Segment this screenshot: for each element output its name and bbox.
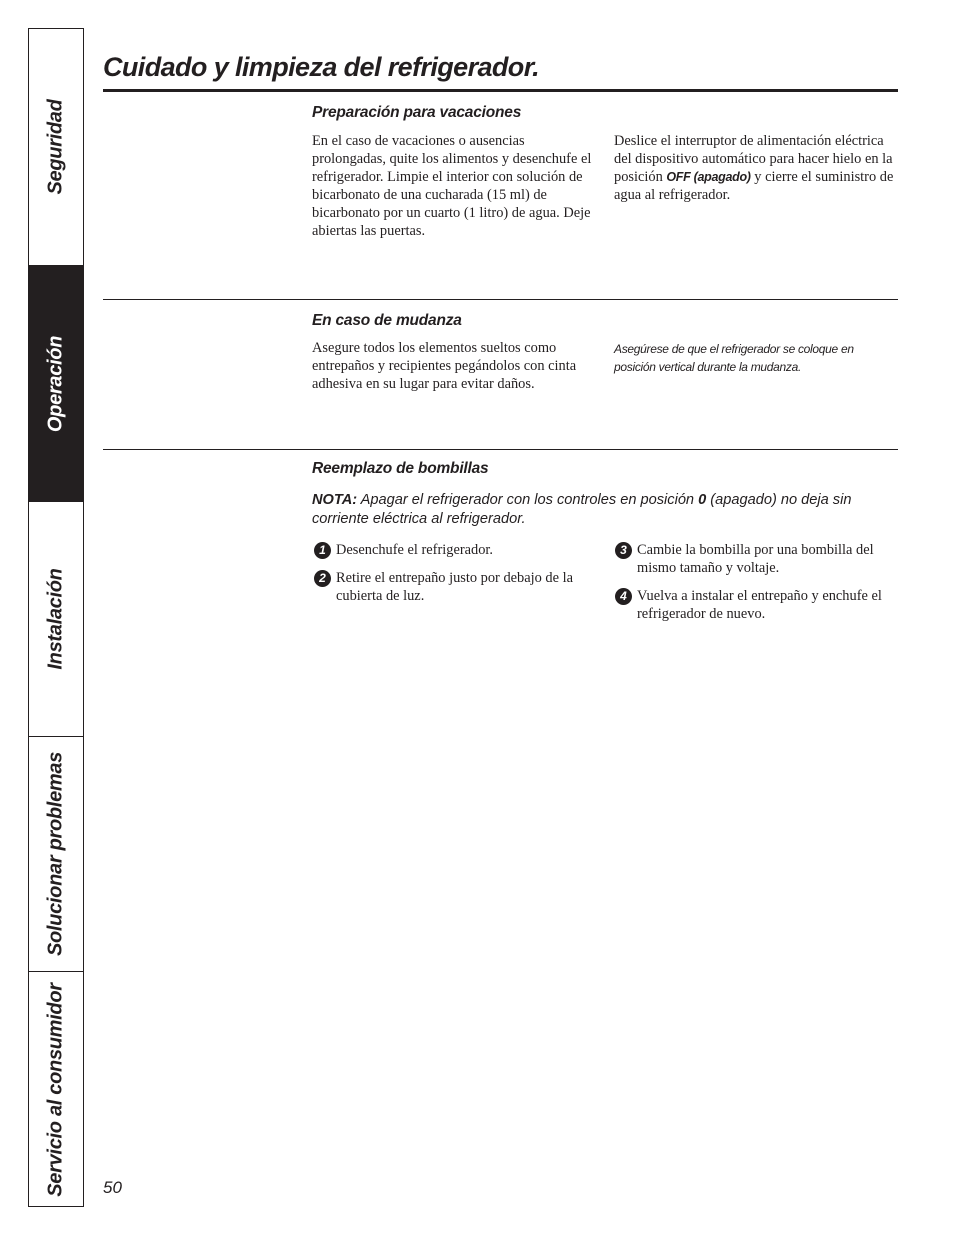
step-item bbox=[314, 569, 594, 605]
step-number-icon: 1 bbox=[314, 542, 331, 559]
section-heading-mudanza: En caso de mudanza bbox=[312, 312, 462, 329]
page-title: Cuidado y limpieza del refrigerador. bbox=[103, 52, 540, 82]
tab-instalacion-label: Instalación bbox=[44, 568, 67, 670]
tab-servicio-consumidor[interactable] bbox=[29, 971, 83, 1207]
tab-solucionar-problemas[interactable] bbox=[29, 736, 83, 971]
off-apagado-label: OFF (apagado) bbox=[666, 170, 751, 184]
step-text: Cambie la bombilla por una bombilla del mismo tamaño y voltaje. bbox=[637, 542, 874, 576]
vacaciones-left-text: En el caso de vacaciones o ausencias prolongadas, quite los alimentos y desenchufe el refrigerador. Limpie el interior con solución de bicarbonato de una cucharada (15 ml) de bicarbonato por un cuarto (1 litro) de agua. Deje abiertas las puertas. bbox=[312, 133, 592, 239]
section-divider bbox=[103, 449, 898, 450]
step-item bbox=[615, 587, 898, 623]
nota-label: NOTA: bbox=[312, 492, 358, 508]
section-divider bbox=[103, 299, 898, 300]
nota-text bbox=[312, 491, 898, 529]
nota-text-start: Apagar el refrigerador con los controles en posición bbox=[357, 492, 699, 508]
step-text: Desenchufe el refrigerador. bbox=[336, 542, 494, 558]
side-tab-nav bbox=[28, 28, 84, 1207]
title-rule bbox=[103, 89, 898, 92]
tab-solucionar-problemas-label: Solucionar problemas bbox=[44, 751, 67, 957]
step-number-icon: 3 bbox=[615, 542, 632, 559]
tab-operacion-label: Operación bbox=[44, 335, 67, 432]
vacaciones-right-text-end: y cierre el suministro de agua al refrigerador. bbox=[614, 169, 894, 203]
nota-zero: 0 bbox=[698, 492, 707, 508]
step-number-icon: 4 bbox=[615, 588, 632, 605]
tab-seguridad-label: Seguridad bbox=[44, 99, 67, 195]
tab-servicio-consumidor-label: Servicio al consumidor bbox=[44, 982, 67, 1197]
step-text: Retire el entrepaño justo por debajo de la cubierta de luz. bbox=[336, 570, 573, 604]
mudanza-note: Asegúrese de que el refrigerador se coloque en posición vertical durante la mudanza. bbox=[614, 342, 854, 374]
vacaciones-right-text-start: Deslice el interruptor de alimentación eléctrica del dispositivo automático para hacer hielo en la posición bbox=[614, 133, 893, 185]
vacaciones-right-text bbox=[614, 132, 898, 204]
step-number-icon: 2 bbox=[314, 570, 331, 587]
tab-seguridad[interactable] bbox=[29, 29, 83, 265]
section-heading-vacaciones: Preparación para vacaciones bbox=[312, 104, 522, 121]
page-number: 50 bbox=[103, 1178, 122, 1197]
section-heading-bombillas: Reemplazo de bombillas bbox=[312, 460, 489, 477]
step-item bbox=[314, 541, 594, 559]
tab-instalacion[interactable] bbox=[29, 501, 83, 736]
step-text: Vuelva a instalar el entrepaño y enchufe el refrigerador de nuevo. bbox=[637, 588, 882, 622]
tab-operacion[interactable] bbox=[29, 265, 83, 501]
nota-text-end: (apagado) no deja sin corriente eléctrica al refrigerador. bbox=[312, 492, 852, 527]
step-item bbox=[615, 541, 898, 577]
mudanza-left-text: Asegure todos los elementos sueltos como entrepaños y recipientes pegándolos con cinta adhesiva en su lugar para evitar daños. bbox=[312, 340, 577, 392]
